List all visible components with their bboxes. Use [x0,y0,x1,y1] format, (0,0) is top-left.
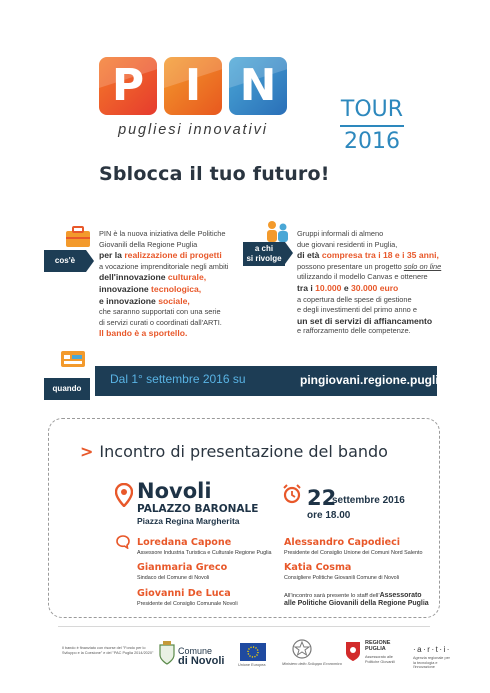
ministry-label: Ministero dello Sviluppo Economico [282,662,342,666]
website-link[interactable]: pingiovani.regione.puglia.it [300,373,457,387]
people-icon [262,219,292,243]
event-day: 22 [307,486,337,510]
event-month-year: settembre 2016 [332,495,405,506]
tour-label: TOUR [340,97,404,122]
speaker-role: Presidente del Consiglio Unione dei Comuni Nord Salento [284,550,423,556]
funding-note: Il bando è finanziato con risorse del "Fondo per lo Sviluppo e la Coesione" e del "PAC Puglia 2014/2020" [62,646,154,655]
speaker-role: Presidente del Consiglio Comunale Novoli [137,601,238,607]
arti-logo-text: ·a·r·t·i· [413,645,451,654]
italian-emblem-icon [291,638,313,660]
arti-sublabel: Agenzia regionale per la tecnologia e l'innovazione [413,656,450,670]
event-title: > Incontro di presentazione del bando [80,442,388,461]
footer-divider [58,626,430,627]
alarm-clock-icon [282,484,302,504]
map-pin-icon [115,483,133,507]
speaker-name: Katia Cosma [284,562,352,573]
event-venue: PALAZZO BARONALE [137,503,259,515]
cose-text: PIN è la nuova iniziativa delle Politiche Giovanili della Regione Puglia per la realizzazione di progetti a vocazione imprenditoriale negli ambiti dell'innovazione culturale, innovazione tecnologica, e innovazione sociale, che saranno supportati con una serie di servizi curati o coordinati dall'ARTI. Il bando è a sportello. [99,229,229,339]
tour-year: 2016 [344,129,400,154]
regione-puglia-crest-icon [345,640,361,662]
tour-divider [340,125,404,127]
speaker-name: Giovanni De Luca [137,588,231,599]
comune-crest-icon [158,641,176,665]
speaker-role: Consigliere Politiche Giovanili Comune di Novoli [284,575,400,581]
badge-quando: quando [44,378,90,400]
speaker-role: Assessore Industria Turistica e Culturale Regione Puglia [137,550,272,556]
regione-label: REGIONE PUGLIA [365,640,391,652]
calendar-icon [60,348,86,374]
speaker-name: Gianmaria Greco [137,562,228,573]
arrow-icon: > [80,442,94,461]
logo-letter-i: I [164,57,222,115]
regione-sublabel: Assessorato alle Politiche Giovanili [365,655,395,664]
eu-label: Unione Europea [238,663,266,667]
eu-flag-icon [240,643,266,661]
comune-logo-text: Comune di Novoli [178,646,225,667]
speaker-name: Alessandro Capodieci [284,537,401,548]
logo-subtitle: pugliesi innovativi [118,122,268,138]
event-time: ore 18.00 [307,510,351,521]
chi-text: Gruppi informali di almeno due giovani residenti in Puglia, di età compresa tra i 18 e i 35 anni, possono presentare un progetto solo on line utilizzando il modello Canvas e ottenere tra i 10.000 e 30.000 euro a copertura delle spese di gestione e degli investimenti del primo anno e un set di servizi di affiancamento e rafforzamento delle competenze. [297,229,442,336]
headline: Sblocca il tuo futuro! [99,163,330,185]
badge-chi: a chi si rivolge [243,242,285,266]
event-city: Novoli [137,479,212,503]
event-address: Piazza Regina Margherita [137,516,240,526]
briefcase-icon [64,226,92,248]
banner-date: Dal 1° settembre 2016 su [110,372,246,386]
speaker-role: Sindaco del Comune di Novoli [137,575,210,581]
logo-letter-n: N [229,57,287,115]
logo-letter-p: P [99,57,157,115]
badge-cose: cos'è [44,250,86,272]
speaker-name: Loredana Capone [137,537,232,548]
speech-bubble-icon [116,535,130,549]
staff-note: All'incontro sarà presente lo staff dell'Assessorato alle Politiche Giovanili della Regione Puglia [284,592,429,607]
